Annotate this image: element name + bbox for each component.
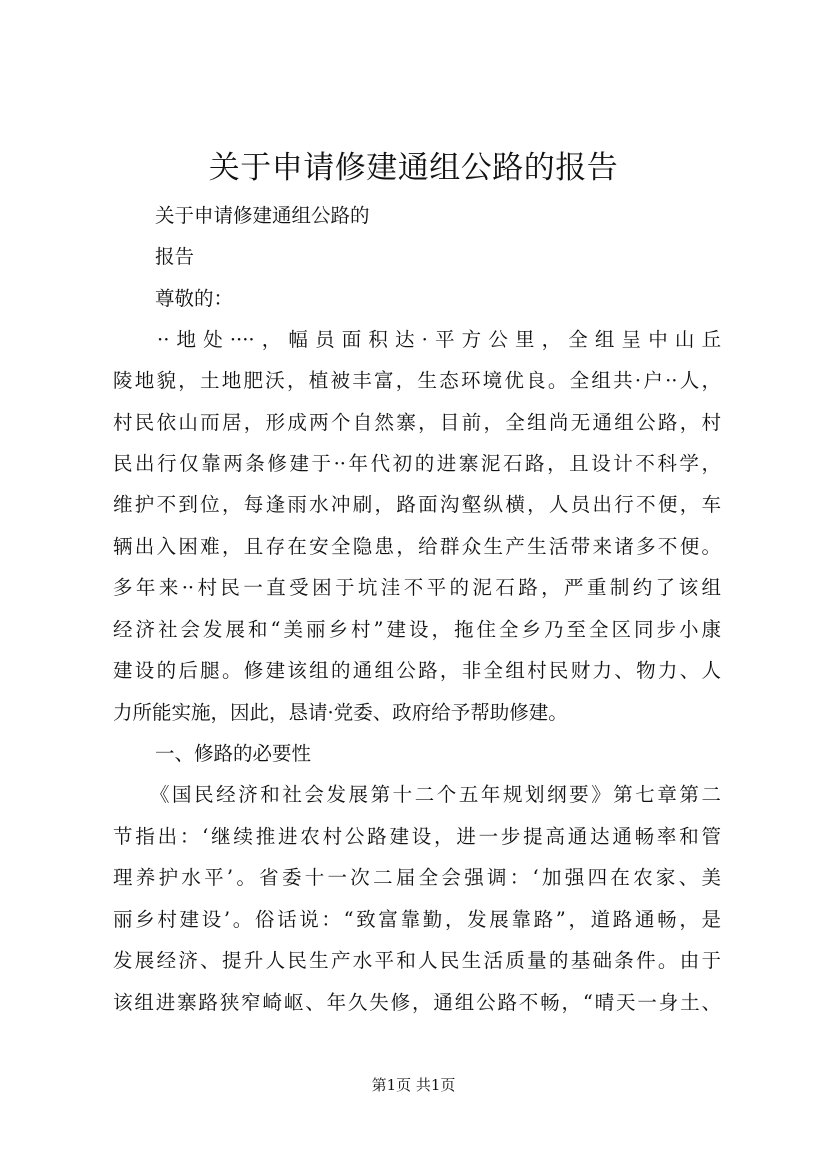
document-title: 关于申请修建通组公路的报告 [208,150,619,186]
text-line: 发展经济、提升人民生产水平和人民生活质量的基础条件。由于 [113,949,721,972]
page-footer: 第1页 共1页 [371,1076,456,1094]
text-line: 陵地貌，土地肥沃，植被丰富，生态环境优良。全组共·户··人， [113,369,721,392]
text-line: 关于申请修建通组公路的 [155,204,370,227]
text-line: 维护不到位，每逢雨水冲刷，路面沟壑纵横，人员出行不便，车 [113,493,721,516]
text-line: 民出行仅靠两条修建于··年代初的进寨泥石路，且设计不科学， [113,452,721,475]
text-line: 尊敬的： [155,287,234,310]
text-line: 村民依山而居，形成两个自然寨，目前，全组尚无通组公路，村 [113,411,721,434]
text-line: 报告 [155,245,195,268]
text-line: 理养护水平’。省委十一次二届全会强调：‘加强四在农家、美 [113,866,721,889]
text-line: 力所能实施，因此，恳请·党委、政府给予帮助修建。 [113,701,568,724]
text-line: ··地处····，幅员面积达·平方公里，全组呈中山丘 [157,328,721,351]
text-line: 丽乡村建设’。俗话说：“致富靠勤，发展靠路”，道路通畅，是 [113,908,721,931]
text-line: 多年来··村民一直受困于坑洼不平的泥石路，严重制约了该组 [113,576,721,599]
text-line: 《国民经济和社会发展第十二个五年规划纲要》第七章第二 [150,783,721,806]
text-line: 建设的后腿。修建该组的通组公路，非全组村民财力、物力、人 [113,659,721,682]
text-line: 辆出入困难，且存在安全隐患，给群众生产生活带来诸多不便。 [113,535,721,558]
section-heading: 一、修路的必要性 [155,742,312,765]
text-line: 经济社会发展和“美丽乡村”建设，拖住全乡乃至全区同步小康 [113,618,721,641]
text-line: 节指出：‘继续推进农村公路建设，进一步提高通达通畅率和管 [113,825,721,848]
text-line: 该组进寨路狭窄崎岖、年久失修，通组公路不畅，“晴天一身土、 [113,991,721,1014]
